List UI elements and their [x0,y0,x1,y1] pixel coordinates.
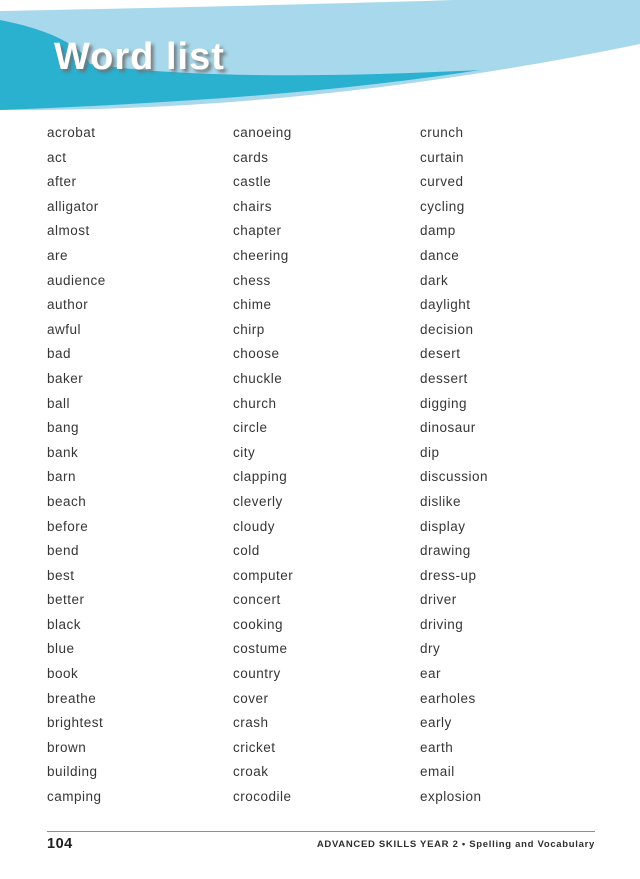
page-title: Word list [54,36,225,78]
word-item: author [47,297,89,313]
word-item: book [47,666,79,682]
word-item: bank [47,444,79,460]
word-item: church [233,395,277,411]
word-item: chess [233,272,271,288]
word-item: computer [233,567,294,583]
word-item: daylight [420,297,471,313]
word-item: driver [420,592,457,608]
word-item: breathe [47,690,97,706]
word-item: awful [47,321,82,337]
word-item: city [233,444,256,460]
word-item: best [47,567,75,583]
word-item: brightest [47,715,104,731]
word-item: choose [233,346,280,362]
word-item: camping [47,789,102,805]
word-item: earth [420,739,454,755]
word-item: dip [420,444,440,460]
word-item: email [420,764,455,780]
word-item: chime [233,297,272,313]
word-item: better [47,592,85,608]
word-item: acrobat [47,125,96,140]
word-item: circle [233,420,268,436]
word-item: bang [47,420,80,436]
word-item: croak [233,764,269,780]
word-item: chapter [233,223,282,239]
word-list [47,121,488,810]
word-item: clapping [233,469,288,485]
page-footer [47,831,595,852]
word-item: building [47,764,98,780]
word-item: cooking [233,616,284,632]
word-item: drawing [420,543,471,559]
word-item: chuckle [233,370,283,386]
word-item: cold [233,543,260,559]
page-number: 104 [47,836,73,852]
word-item: explosion [420,789,482,805]
word-item: bend [47,543,80,559]
footer-credit: ADVANCED SKILLS YEAR 2 • Spelling and Vocabulary [316,839,595,850]
word-item: bad [47,346,72,362]
word-item: crunch [420,125,464,140]
word-item: dark [420,272,449,288]
word-item: chirp [233,321,265,337]
word-item: curved [420,174,464,190]
word-item: cheering [233,247,289,263]
word-item: cloudy [233,518,276,534]
word-item: baker [47,370,84,386]
word-item: dinosaur [420,420,476,436]
word-item: before [47,518,89,534]
page-header-banner [0,0,640,118]
word-item: desert [420,346,461,362]
word-item: barn [47,469,77,485]
word-item: dessert [420,370,468,386]
footer-row [47,832,595,852]
word-item: act [47,149,67,165]
word-item: black [47,616,82,632]
word-item: dress-up [420,567,477,583]
word-item: display [420,518,466,534]
word-item: damp [420,223,456,239]
word-item: canoeing [233,125,292,140]
word-item: cycling [420,198,465,214]
word-item: country [233,666,281,682]
word-item: blue [47,641,75,657]
word-item: curtain [420,149,465,165]
word-item: audience [47,272,106,288]
word-item: cards [233,149,269,165]
word-item: earholes [420,690,476,706]
word-item: are [47,247,69,263]
word-item: dance [420,247,460,263]
word-item: driving [420,616,464,632]
word-item: decision [420,321,474,337]
word-item: concert [233,592,281,608]
word-item: brown [47,739,87,755]
word-item: after [47,174,77,190]
word-item: costume [233,641,288,657]
word-item: early [420,715,452,731]
word-item: cricket [233,739,276,755]
word-item: almost [47,223,90,239]
word-item: crocodile [233,789,292,805]
word-item: dislike [420,493,462,509]
word-item: digging [420,395,468,411]
word-item: chairs [233,198,273,214]
word-item: cover [233,690,269,706]
word-item: crash [233,715,269,731]
word-item: dry [420,641,441,657]
word-item: cleverly [233,493,283,509]
word-item: castle [233,174,272,190]
word-item: beach [47,493,87,509]
word-item: ear [420,666,442,682]
word-item: discussion [420,469,489,485]
word-item: alligator [47,198,99,214]
word-item: ball [47,395,71,411]
